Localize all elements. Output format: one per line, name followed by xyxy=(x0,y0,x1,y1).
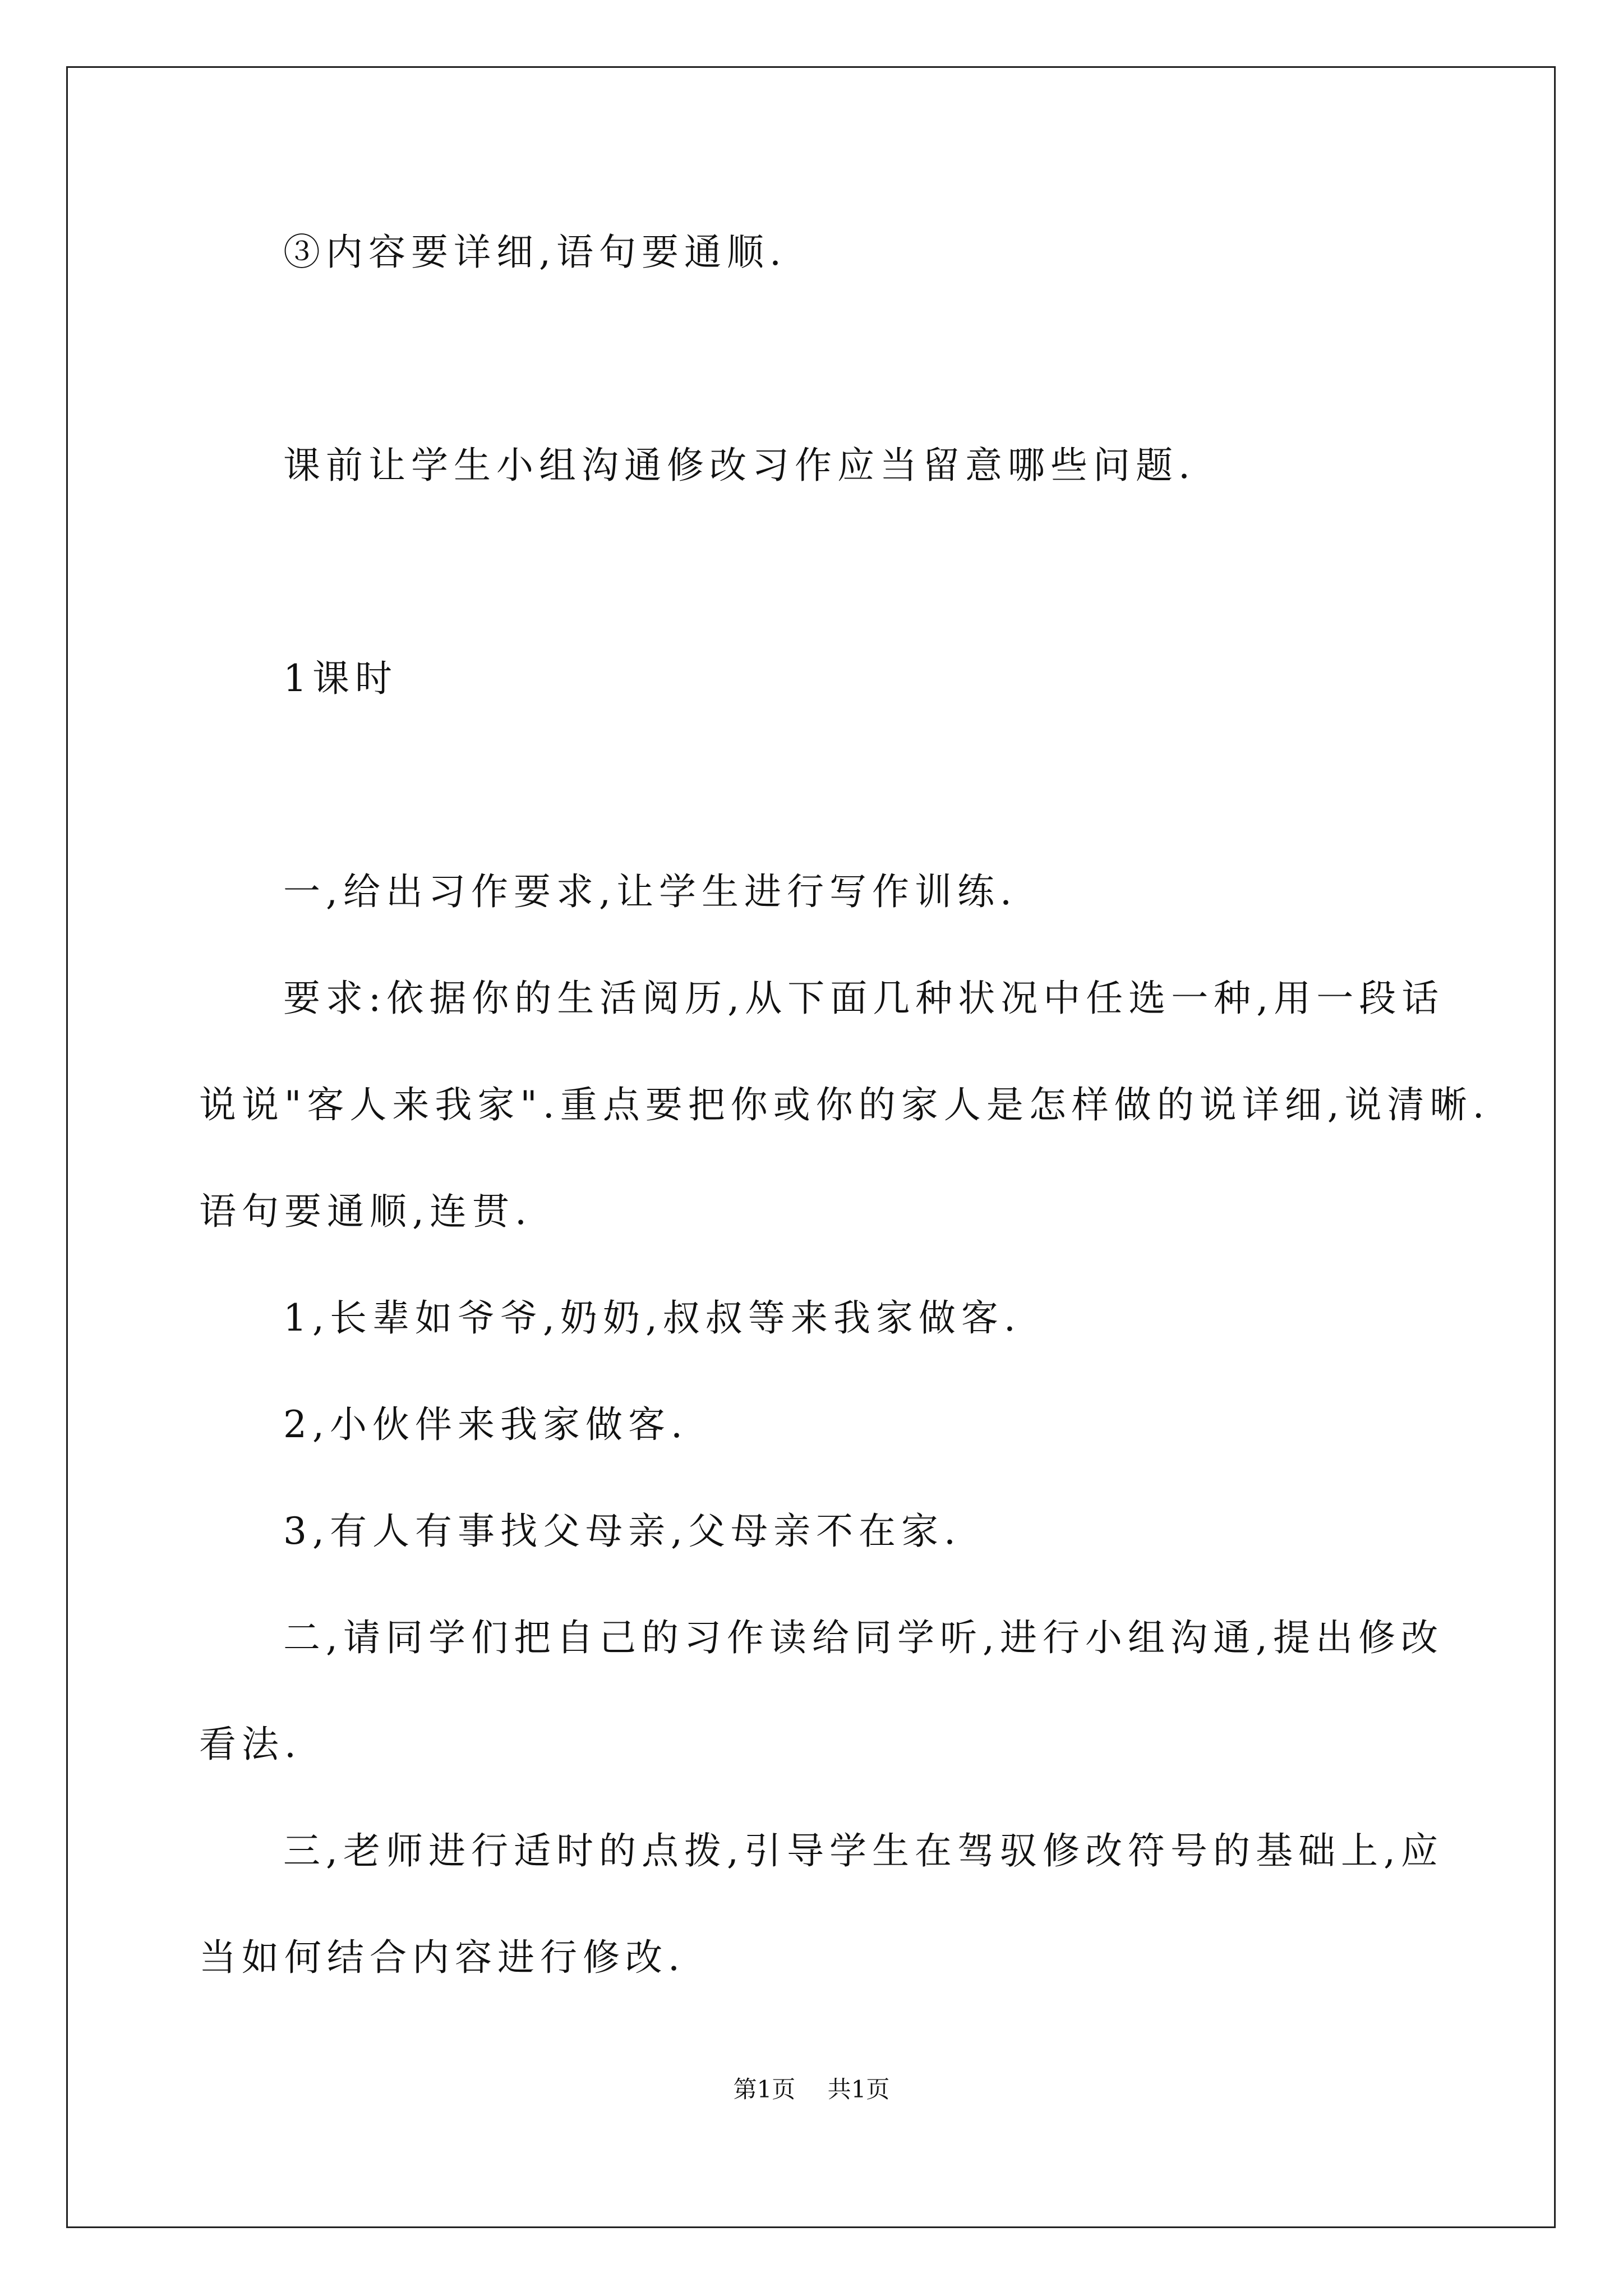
page-number-current: 第1页 xyxy=(733,2076,796,2103)
paragraph-line: 三,老师进行适时的点拨,引导学生在驾驭修改符号的基础上,应 xyxy=(283,1829,1444,1872)
paragraph-line: 2,小伙伴来我家做客. xyxy=(283,1403,688,1446)
page-footer xyxy=(0,2076,1623,2104)
paragraph-line: 看法. xyxy=(199,1723,302,1766)
page-border xyxy=(66,66,1556,2228)
paragraph-line: 当如何结合内容进行修改. xyxy=(199,1936,685,1979)
paragraph-line: 二,请同学们把自己的习作读给同学听,进行小组沟通,提出修改 xyxy=(283,1616,1444,1659)
page-number-total: 共1页 xyxy=(827,2076,890,2103)
paragraph-line: ③内容要详细,语句要通顺. xyxy=(283,231,787,274)
paragraph-line: 语句要通顺,连贯. xyxy=(199,1190,532,1233)
paragraph-line: 1课时 xyxy=(283,657,398,700)
paragraph-line: 说说"客人来我家".重点要把你或你的家人是怎样做的说详细,说清晰. xyxy=(199,1083,1490,1126)
paragraph-line: 3,有人有事找父母亲,父母亲不在家. xyxy=(283,1510,961,1553)
paragraph-line: 1,长辈如爷爷,奶奶,叔叔等来我家做客. xyxy=(283,1296,1021,1340)
paragraph-line: 要求:依据你的生活阅历,从下面几种状况中任选一种,用一段话 xyxy=(283,977,1445,1020)
paragraph-line: 课前让学生小组沟通修改习作应当留意哪些问题. xyxy=(283,444,1196,487)
paragraph-line: 一,给出习作要求,让学生进行写作训练. xyxy=(283,870,1017,913)
